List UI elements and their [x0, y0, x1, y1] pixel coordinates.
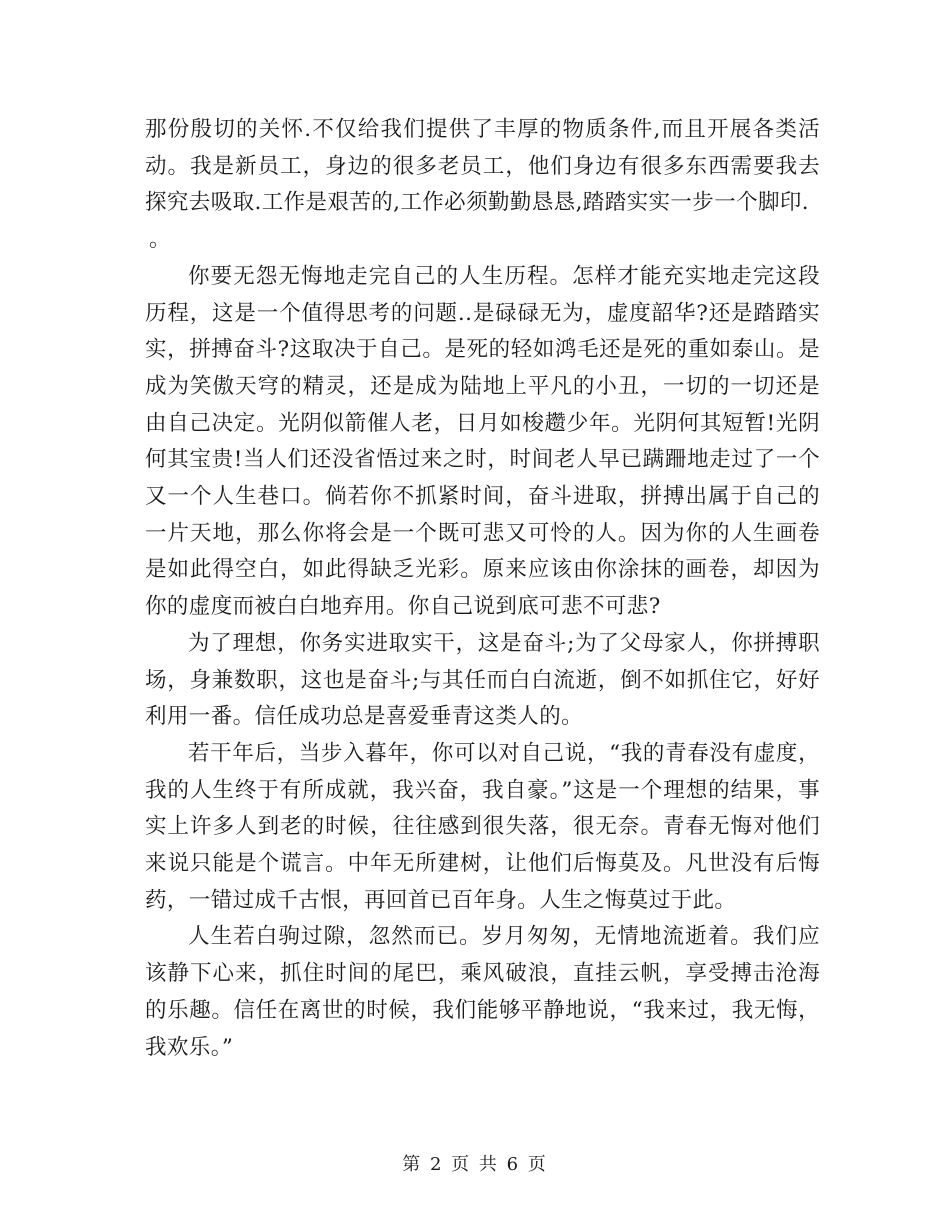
paragraph-fragment: 。	[149, 227, 171, 253]
paragraph-time-passing: 人生若白驹过隙，忽然而已。岁月匆匆，无情地流逝着。我们应该静下心来，抓住时间的尾巴，乘风破浪，直挂云帆，享受搏击沧海的乐趣。信任在离世的时候，我们能够平静地说，“我来过，我无悔，我欢乐。”	[145, 924, 820, 1060]
document-body	[145, 112, 820, 1066]
paragraph-old-age: 若干年后，当步入暮年，你可以对自己说，“我的青春没有虚度，我的人生终于有所成就，我兴奋，我自豪。”这是一个理想的结果，事实上许多人到老的时候，往往感到很失落，很无奈。青春无悔对他们来说只能是个谎言。中年无所建树，让他们后悔莫及。凡世没有后悔药，一错过成千古恨，再回首已百年身。人生之悔莫过于此。	[145, 740, 820, 913]
page-number-footer: 第 2 页 共 6 页	[402, 1154, 548, 1175]
paragraph-life-journey: 你要无怨无悔地走完自己的人生历程。怎样才能充实地走完这段历程，这是一个值得思考的问题..是碌碌无为，虚度韶华?还是踏踏实实，拼搏奋斗?这取决于自己。是死的轻如鸿毛还是死的重如泰山。是成为笑傲天穹的精灵，还是成为陆地上平凡的小丑，一切的一切还是由自己决定。光阴似箭催人老，日月如梭趱少年。光阴何其短暂!光阴何其宝贵!当人们还没省悟过来之时，时间老人早已蹒跚地走过了一个又一个人生巷口。倘若你不抓紧时间，奋斗进取，拼搏出属于自己的一片天地，那么你将会是一个既可悲又可怜的人。因为你的人生画卷是如此得空白，如此得缺乏光彩。原来应该由你涂抹的画卷，却因为你的虚度而被白白地弃用。你自己说到底可悲不可悲?	[145, 263, 820, 620]
paragraph-striving: 为了理想，你务实进取实干，这是奋斗;为了父母家人，你拼搏职场，身兼数职，这也是奋斗;与其任而白白流逝，倒不如抓住它，好好利用一番。信任成功总是喜爱垂青这类人的。	[145, 630, 820, 730]
paragraph-continuation: 那份殷切的关怀.不仅给我们提供了丰厚的物质条件,而且开展各类活动。我是新员工，身边的很多老员工，他们身边有很多东西需要我去探究去吸取.工作是艰苦的,工作必须勤勤恳恳,踏踏实实一步一个脚印.	[145, 117, 820, 216]
